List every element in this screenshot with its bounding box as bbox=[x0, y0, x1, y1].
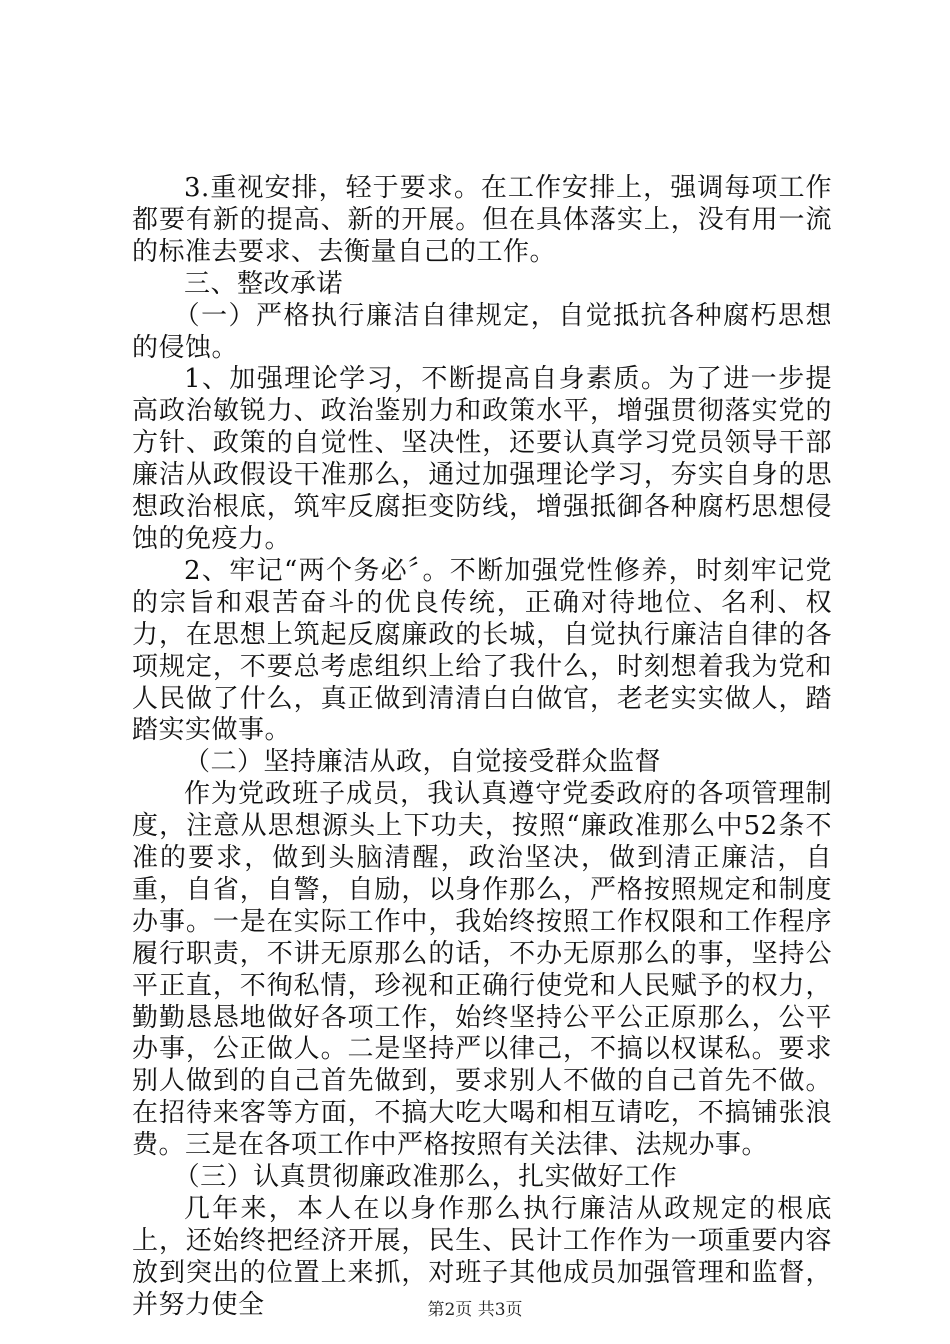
paragraph-theory-study: 1、加强理论学习，不断提高自身素质。为了进一步提高政治敏锐力、政治鉴别力和政策水平，增强贯彻落实党的方针、政策的自觉性、坚决性，还要认真学习党员领导干部廉洁从政假设干准那么，通过加强理论学习，夯实自身的思想政治根底，筑牢反腐拒变防线，增强抵御各种腐朽思想侵蚀的免疫力。 bbox=[132, 364, 832, 554]
page-footer: 第2页 共3页 bbox=[427, 1300, 523, 1320]
subheading-3-implement-rules: （三）认真贯彻廉政准那么，扎实做好工作 bbox=[173, 1162, 678, 1193]
section-heading-rectification-commitments: 三、整改承诺 bbox=[184, 268, 344, 299]
document-body bbox=[132, 173, 832, 1322]
subheading-2-clean-governance: （二）坚持廉洁从政，自觉接受群众监督 bbox=[184, 747, 662, 778]
paragraph-two-musts: 2、牢记“两个务必〞。不断加强党性修养，时刻牢记党的宗旨和艰苦奋斗的优良传统，正确对待地位、名利、权力，在思想上筑起反腐廉政的长城，自觉执行廉洁自律的各项规定，不要总考虑组织上给了我什么，时刻想着我为党和人民做了什么，真正做到清清白白做官，老老实实做人，踏踏实实做事。 bbox=[132, 555, 832, 746]
paragraph-party-member-conduct: 作为党政班子成员，我认真遵守党委政府的各项管理制度，注意从思想源头上下功夫，按照“廉政准那么中52条不准的要求，做到头脑清醒，政治坚决，做到清正廉洁，自重，自省，自警，自励，以身作那么，严格按照规定和制度办事。一是在实际工作中，我始终按照工作权限和工作程序履行职责，不讲无原那么的话，不办无原那么的事，坚持公平正直，不徇私情，珍视和正确行使党和人民赋予的权力，勤勤恳恳地做好各项工作，始终坚持公平公正原那么，公平办事，公正做人。二是坚持严以律己，不搞以权谋私。要求别人做到的自己首先做到，要求别人不做的自己首先不做。在招待来客等方面，不搞大吃大喝和相互请吃，不搞铺张浪费。三是在各项工作中严格按照有关法律、法规办事。 bbox=[132, 779, 832, 1161]
subheading-1-self-discipline: （一）严格执行廉洁自律规定，自觉抵抗各种腐朽思想的侵蚀。 bbox=[132, 300, 832, 363]
paragraph-3-emphasis-on-arrangements: 3.重视安排，轻于要求。在工作安排上，强调每项工作都要有新的提高、新的开展。但在具体落实上，没有用一流的标准去要求、去衡量自己的工作。 bbox=[132, 173, 832, 267]
paragraph-recent-years: 几年来，本人在以身作那么执行廉洁从政规定的根底上，还始终把经济开展，民生、民计工作作为一项重要内容放到突出的位置上来抓，对班子其他成员加强管理和监督，并努力使全 bbox=[132, 1194, 832, 1320]
